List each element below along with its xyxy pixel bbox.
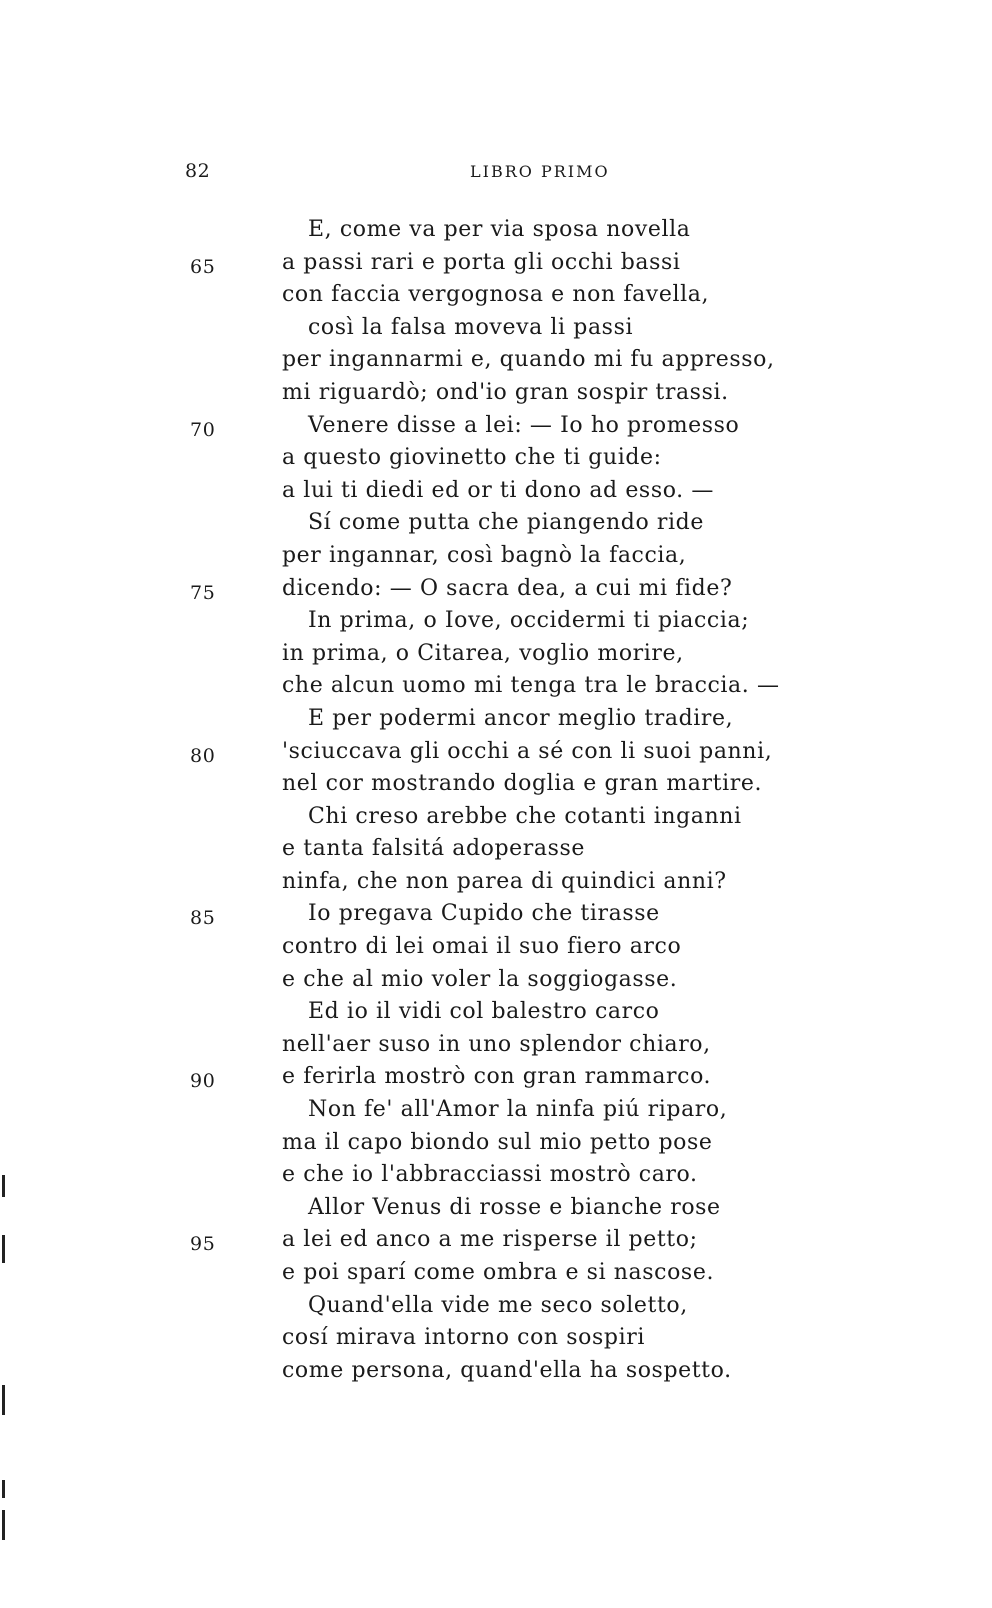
verse-text: con faccia vergognosa e non favella, bbox=[282, 282, 710, 308]
verse-text: nel cor mostrando doglia e gran martire. bbox=[282, 771, 763, 797]
verse-text: Ed io il vidi col balestro carco bbox=[308, 999, 660, 1025]
verse-line bbox=[0, 507, 992, 540]
verse-text: In prima, o Iove, occidermi ti piaccia; bbox=[308, 608, 750, 634]
verse-line bbox=[0, 768, 992, 801]
page-number: 82 bbox=[185, 160, 211, 182]
verse-line bbox=[0, 1029, 992, 1062]
verse-text: mi riguardò; ond'io gran sospir trassi. bbox=[282, 379, 729, 405]
verse-line bbox=[0, 996, 992, 1029]
verse-text: nell'aer suso in uno splendor chiaro, bbox=[282, 1031, 711, 1057]
verse-line bbox=[0, 1127, 992, 1160]
verse-text: e che al mio voler la soggiogasse. bbox=[282, 966, 678, 992]
verse-text: e poi sparí come ombra e si nascose. bbox=[282, 1260, 715, 1285]
verse-line bbox=[0, 670, 992, 703]
verse-line bbox=[0, 801, 992, 834]
verse-text: e che io l'abbracciassi mostrò caro. bbox=[282, 1162, 698, 1188]
line-number: 95 bbox=[190, 1233, 216, 1256]
verse-text: come persona, quand'ella ha sospetto. bbox=[282, 1357, 732, 1383]
verse-text: Sí come putta che piangendo ride bbox=[308, 510, 704, 536]
verse-text: e ferirla mostrò con gran rammarco. bbox=[282, 1064, 712, 1090]
line-number: 90 bbox=[190, 1070, 216, 1093]
verse-text: contro di lei omai il suo fiero arco bbox=[282, 934, 682, 960]
verse-text: Quand'ella vide me seco soletto, bbox=[308, 1292, 688, 1318]
verse-line bbox=[0, 605, 992, 638]
verse-line bbox=[0, 1224, 992, 1257]
verse-line bbox=[0, 703, 992, 736]
verse-line bbox=[0, 1290, 992, 1323]
verse-line bbox=[0, 1257, 992, 1290]
verse-line bbox=[0, 475, 992, 508]
verse-text: Chi creso arebbe che cotanti inganni bbox=[308, 803, 742, 829]
verse-line bbox=[0, 1355, 992, 1388]
verse-line bbox=[0, 1094, 992, 1127]
verse-text: e tanta falsitá adoperasse bbox=[282, 836, 586, 862]
verse-line bbox=[0, 866, 992, 899]
verse-text: Non fe' all'Amor la ninfa piú riparo, bbox=[308, 1097, 728, 1123]
verse-line bbox=[0, 410, 992, 443]
verse-text: Allor Venus di rosse e bianche rose bbox=[308, 1194, 721, 1220]
verse-line bbox=[0, 573, 992, 606]
verse-text: per ingannarmi e, quando mi fu appresso, bbox=[282, 347, 775, 373]
verse-line bbox=[0, 1192, 992, 1225]
verse-line bbox=[0, 344, 992, 377]
verse-line bbox=[0, 377, 992, 410]
verse-line bbox=[0, 1061, 992, 1094]
verse-line bbox=[0, 247, 992, 280]
scan-edge-marks bbox=[0, 0, 12, 1608]
verse-line bbox=[0, 1322, 992, 1355]
running-head bbox=[0, 160, 992, 190]
verse-text: cosí mirava intorno con sospiri bbox=[282, 1325, 645, 1351]
verse-line bbox=[0, 833, 992, 866]
verse-text: che alcun uomo mi tenga tra le braccia. — bbox=[282, 673, 780, 699]
verse-line bbox=[0, 214, 992, 247]
verse-line bbox=[0, 736, 992, 769]
verse-text: in prima, o Citarea, voglio morire, bbox=[282, 640, 684, 666]
verse-text: E per podermi ancor meglio tradire, bbox=[308, 705, 734, 731]
verse-line bbox=[0, 638, 992, 671]
verse-line bbox=[0, 964, 992, 997]
verse-line bbox=[0, 1159, 992, 1192]
line-number: 85 bbox=[190, 907, 216, 930]
line-number: 75 bbox=[190, 581, 216, 604]
verse-line bbox=[0, 931, 992, 964]
verse-text: a lei ed anco a me risperse il petto; bbox=[282, 1227, 698, 1253]
verse-text: per ingannar, così bagnò la faccia, bbox=[282, 542, 687, 568]
verse-text: ma il capo biondo sul mio petto pose bbox=[282, 1129, 713, 1155]
verse-line bbox=[0, 442, 992, 475]
poem-body bbox=[0, 214, 992, 1387]
verse-line bbox=[0, 279, 992, 312]
verse-text: 'sciuccava gli occhi a sé con li suoi panni, bbox=[282, 738, 773, 764]
verse-text: così la falsa moveva li passi bbox=[308, 314, 634, 340]
verse-text: E, come va per via sposa novella bbox=[308, 217, 691, 242]
line-number: 70 bbox=[190, 418, 216, 441]
verse-text: a questo giovinetto che ti guide: bbox=[282, 445, 662, 471]
verse-text: Io pregava Cupido che tirasse bbox=[308, 901, 660, 927]
running-head-title: LIBRO PRIMO bbox=[470, 162, 610, 181]
verse-text: dicendo: — O sacra dea, a cui mi fide? bbox=[282, 575, 733, 601]
verse-line bbox=[0, 898, 992, 931]
line-number: 65 bbox=[190, 255, 216, 278]
verse-text: a lui ti diedi ed or ti dono ad esso. — bbox=[282, 477, 714, 503]
verse-text: a passi rari e porta gli occhi bassi bbox=[282, 249, 681, 275]
verse-text: Venere disse a lei: — Io ho promesso bbox=[308, 412, 740, 438]
verse-line bbox=[0, 312, 992, 345]
verse-text: ninfa, che non parea di quindici anni? bbox=[282, 868, 727, 894]
line-number: 80 bbox=[190, 744, 216, 767]
verse-line bbox=[0, 540, 992, 573]
